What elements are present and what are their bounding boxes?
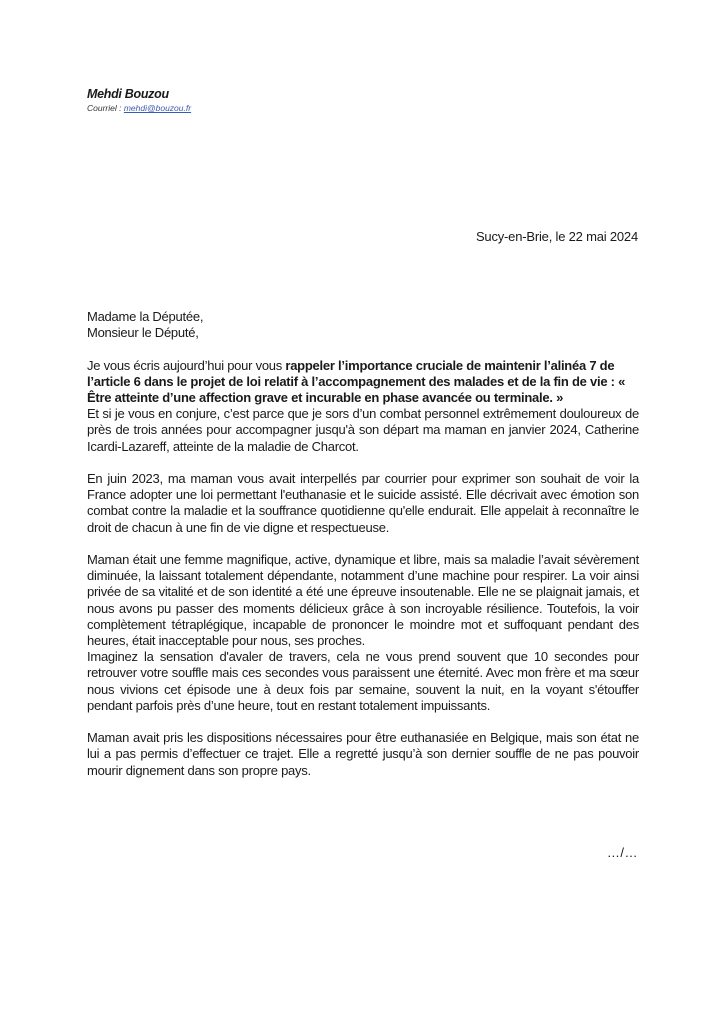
salutation-line-1: Madame la Députée, xyxy=(87,309,204,324)
email-label: Courriel : xyxy=(87,103,124,113)
intro-lead: Je vous écris aujourd’hui pour vous xyxy=(87,357,286,373)
paragraph-4: Imaginez la sensation d'avaler de travers, cela ne vous prend souvent que 10 secondes pour retrouver votre souffle mais ces secondes vous paraissent une éternité. Avec mon frère et ma sœur nous vivions cet épisode une à deux fois par semaine, souvent la nuit, en la voyant s'étouffer pendant parfois près d’une heure, tout en restant totalement impuissants. xyxy=(87,649,639,713)
sender-name: Mehdi Bouzou xyxy=(87,87,169,101)
email-link[interactable]: mehdi@bouzou.fr xyxy=(123,103,192,113)
paragraph-5: Maman avait pris les dispositions nécessaires pour être euthanasiée en Belgique, mais son état ne lui a pas permis d’effectuer ce trajet. Elle a regretté jusqu’à son dernier souffle de ne pas pouvoir mourir dignement dans son propre pays. xyxy=(87,730,639,778)
continuation-marker: …/… xyxy=(606,845,638,860)
letter-body xyxy=(87,309,639,779)
intro-paragraph xyxy=(87,358,639,407)
intro-continuation: Et si je vous en conjure, c’est parce que je sors d’un combat personnel extrêmement douloureux de près de trois années pour accompagner jusqu'à son départ ma maman en janvier 2024, Catherine Icardi-Lazareff, atteinte de la maladie de Charcot. xyxy=(87,406,639,454)
paragraph-2: En juin 2023, ma maman vous avait interpellés par courrier pour exprimer son souhait de voir la France adopter une loi permettant l'euthanasie et le suicide assisté. Elle décrivait avec émotion son combat contre la maladie et la souffrance quotidienne qu'elle endurait. Elle appelait à reconnaître le droit de chacun à une fin de vie digne et respectueuse. xyxy=(87,471,639,535)
place-date: Sucy-en-Brie, le 22 mai 2024 xyxy=(475,229,638,244)
paragraph-3: Maman était une femme magnifique, active, dynamique et libre, mais sa maladie l’avait sévèrement diminuée, la laissant totalement dépendante, notamment d’une machine pour respirer. La voir ainsi privée de sa vitalité et de son identité a été une épreuve insoutenable. Elle ne se plaignait jamais, et nous avons pu passer des moments délicieux grâce à son incroyable résilience. Toutefois, la voir complètement tétraplégique, incapable de prononcer le moindre mot et suffoquant pendant des heures, était inacceptable pour nous, ses proches. xyxy=(87,552,639,649)
salutation-line-2: Monsieur le Député, xyxy=(87,325,199,341)
sender-email-line xyxy=(87,103,191,113)
intro-highlight: rappeler l’importance cruciale de maintenir l’alinéa 7 de l’article 6 dans le projet de loi relatif à l’accompagnement des malades et de la fin de vie : « Être atteinte d’une affection grave et incurable en phase avancée ou terminale. » xyxy=(87,357,626,405)
